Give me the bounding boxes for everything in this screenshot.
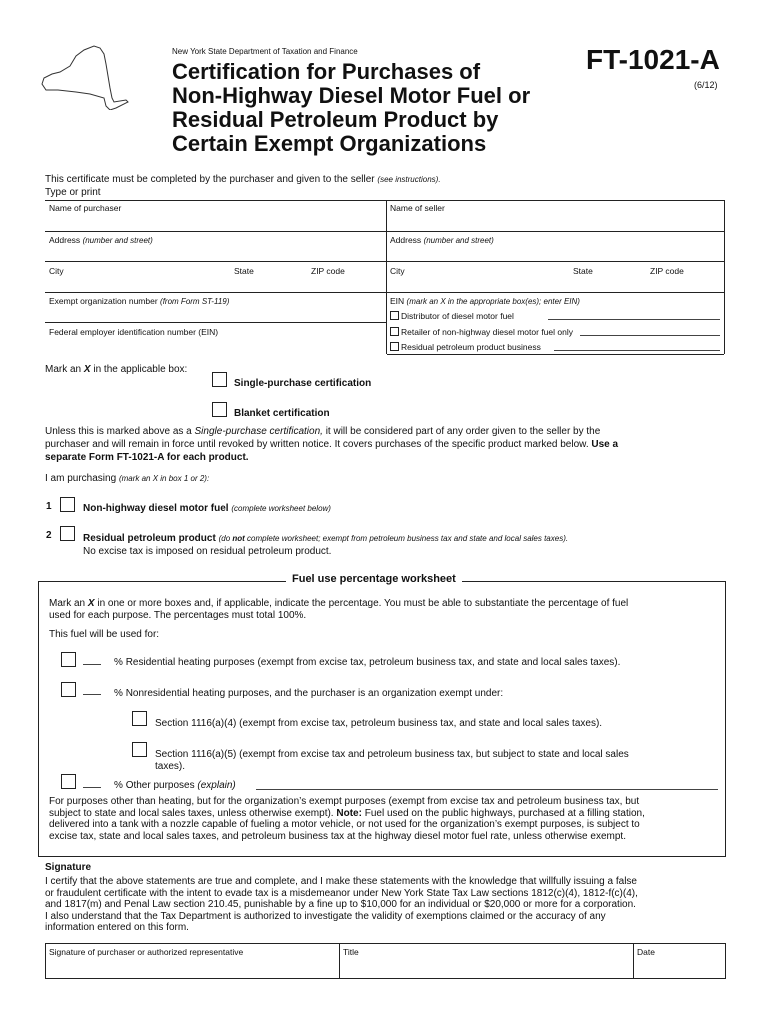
- other-percent-input[interactable]: [83, 787, 101, 788]
- item-2-number: 2: [46, 530, 52, 541]
- purchaser-name-field[interactable]: Name of purchaser: [49, 203, 122, 213]
- residual-product-label: Residual petroleum product (do not complete worksheet; exempt from petroleum business tax and state and local sales taxes).: [83, 533, 569, 544]
- distributor-checkbox[interactable]: [390, 311, 399, 320]
- date-field[interactable]: Date: [637, 947, 655, 957]
- seller-city-field[interactable]: City: [390, 266, 405, 276]
- title-line: Certification for Purchases of: [172, 59, 481, 84]
- diesel-fuel-label: Non-highway diesel motor fuel (complete worksheet below): [83, 503, 331, 514]
- residual-product-note: No excise tax is imposed on residual petroleum product.: [83, 546, 332, 557]
- intro-text: This certificate must be completed by the purchaser and given to the seller (see instructions).: [45, 174, 441, 185]
- title-line: Residual Petroleum Product by: [172, 107, 499, 132]
- section-a5-label: Section 1116(a)(5) (exempt from excise tax and petroleum business tax, but subject to state and local sales taxes).: [155, 749, 629, 772]
- nonresidential-checkbox[interactable]: [61, 682, 76, 697]
- residential-percent-input[interactable]: [83, 664, 101, 665]
- section-a5-checkbox[interactable]: [132, 742, 147, 757]
- other-purposes-label: % Other purposes (explain): [114, 780, 236, 791]
- other-purposes-explain-input[interactable]: [256, 789, 718, 790]
- purchaser-zip-field[interactable]: ZIP code: [311, 266, 345, 276]
- purchaser-state-field[interactable]: State: [234, 266, 254, 276]
- purchaser-address-field[interactable]: Address (number and street): [49, 235, 153, 245]
- distributor-ein-input[interactable]: [548, 319, 720, 320]
- seller-name-field[interactable]: Name of seller: [390, 203, 445, 213]
- purchasing-label: I am purchasing (mark an X in box 1 or 2):: [45, 473, 210, 484]
- form-number: FT-1021-A: [586, 44, 720, 75]
- title-line: Non-Highway Diesel Motor Fuel or: [172, 83, 531, 108]
- retailer-ein-input[interactable]: [580, 335, 720, 336]
- seller-state-field[interactable]: State: [573, 266, 593, 276]
- nonresidential-label: % Nonresidential heating purposes, and the purchaser is an organization exempt under:: [114, 688, 504, 699]
- item-1-number: 1: [46, 501, 52, 512]
- certification-paragraph: Unless this is marked above as a Single-purchase certification, it will be considered part of any order given to the seller by the purchaser and will remain in force until revoked by written notice. It covers purchases of the specific product marked below. Use a separate Form FT-1021-A for each product.: [45, 426, 619, 463]
- blanket-label: Blanket certification: [234, 408, 330, 419]
- type-or-print: Type or print: [45, 187, 101, 198]
- residual-business-ein-input[interactable]: [554, 350, 720, 351]
- section-a4-label: Section 1116(a)(4) (exempt from excise tax, petroleum business tax, and state and local sales taxes).: [155, 718, 603, 729]
- residential-checkbox[interactable]: [61, 652, 76, 667]
- residual-product-checkbox[interactable]: [60, 526, 75, 541]
- diesel-fuel-checkbox[interactable]: [60, 497, 75, 512]
- purchaser-ein-field[interactable]: Federal employer identification number (EIN): [49, 327, 219, 337]
- form-revision: (6/12): [694, 80, 718, 90]
- distributor-label: Distributor of diesel motor fuel: [401, 311, 514, 321]
- exempt-org-number-field[interactable]: Exempt organization number (from Form ST-119): [49, 296, 230, 306]
- mark-instruction: Mark an X in the applicable box:: [45, 364, 188, 375]
- title-field[interactable]: Title: [343, 947, 359, 957]
- worksheet-title: Fuel use percentage worksheet: [286, 573, 462, 585]
- seller-ein-label: EIN (mark an X in the appropriate box(es); enter EIN): [390, 296, 580, 306]
- form-title: [172, 60, 572, 156]
- residential-label: % Residential heating purposes (exempt from excise tax, petroleum business tax, and state and local sales taxes).: [114, 657, 621, 668]
- signature-field[interactable]: Signature of purchaser or authorized representative: [49, 947, 244, 957]
- single-purchase-checkbox[interactable]: [212, 372, 227, 387]
- worksheet-instructions: Mark an X in one or more boxes and, if applicable, indicate the percentage. You must be able to substantiate the percentage of fuel used for each purpose. The percentages must total 100%.: [49, 598, 629, 621]
- nonresidential-percent-input[interactable]: [83, 694, 101, 695]
- signature-heading: Signature: [45, 862, 92, 873]
- retailer-checkbox[interactable]: [390, 327, 399, 336]
- new-york-state-outline-icon: [40, 44, 130, 110]
- title-line: Certain Exempt Organizations: [172, 131, 487, 156]
- other-purposes-paragraph: For purposes other than heating, but for the organization’s exempt purposes (exempt from excise tax and petroleum business tax, but subject to state and local sales taxes, unless otherwise exempt). Note: Fuel used on the public highways, purchased at a filling station, delivered into a tank with a nozzle capable of fueling a motor vehicle, or not used for the organization’s exempt purposes, is subject to excise tax, state and local sales taxes, and petroleum business tax at the highway diesel motor fuel rate, unless otherwise exempt.: [49, 796, 645, 842]
- seller-address-field[interactable]: Address (number and street): [390, 235, 494, 245]
- section-a4-checkbox[interactable]: [132, 711, 147, 726]
- used-for-label: This fuel will be used for:: [49, 629, 160, 640]
- purchaser-city-field[interactable]: City: [49, 266, 64, 276]
- retailer-label: Retailer of non-highway diesel motor fuel only: [401, 327, 573, 337]
- single-purchase-label: Single-purchase certification: [234, 378, 372, 389]
- blanket-checkbox[interactable]: [212, 402, 227, 417]
- residual-business-label: Residual petroleum product business: [401, 342, 541, 352]
- residual-business-checkbox[interactable]: [390, 342, 399, 351]
- signature-statement: I certify that the above statements are true and complete, and I make these statements with the knowledge that willfully issuing a false or fraudulent certificate with the intent to evade tax is a misdemeanor under New York State Tax Law sections 1812(c)(4), 1812-f(c)(4), and 1817(m) and Penal Law section 210.45, punishable by a fine up to $10,000 for an individual or $20,000 or more for a corporation. I also understand that the Tax Department is authorized to investigate the validity of exemptions claimed or the accuracy of any information entered on this form.: [45, 876, 638, 934]
- seller-zip-field[interactable]: ZIP code: [650, 266, 684, 276]
- department-name: New York State Department of Taxation and Finance: [172, 47, 358, 56]
- other-purposes-checkbox[interactable]: [61, 774, 76, 789]
